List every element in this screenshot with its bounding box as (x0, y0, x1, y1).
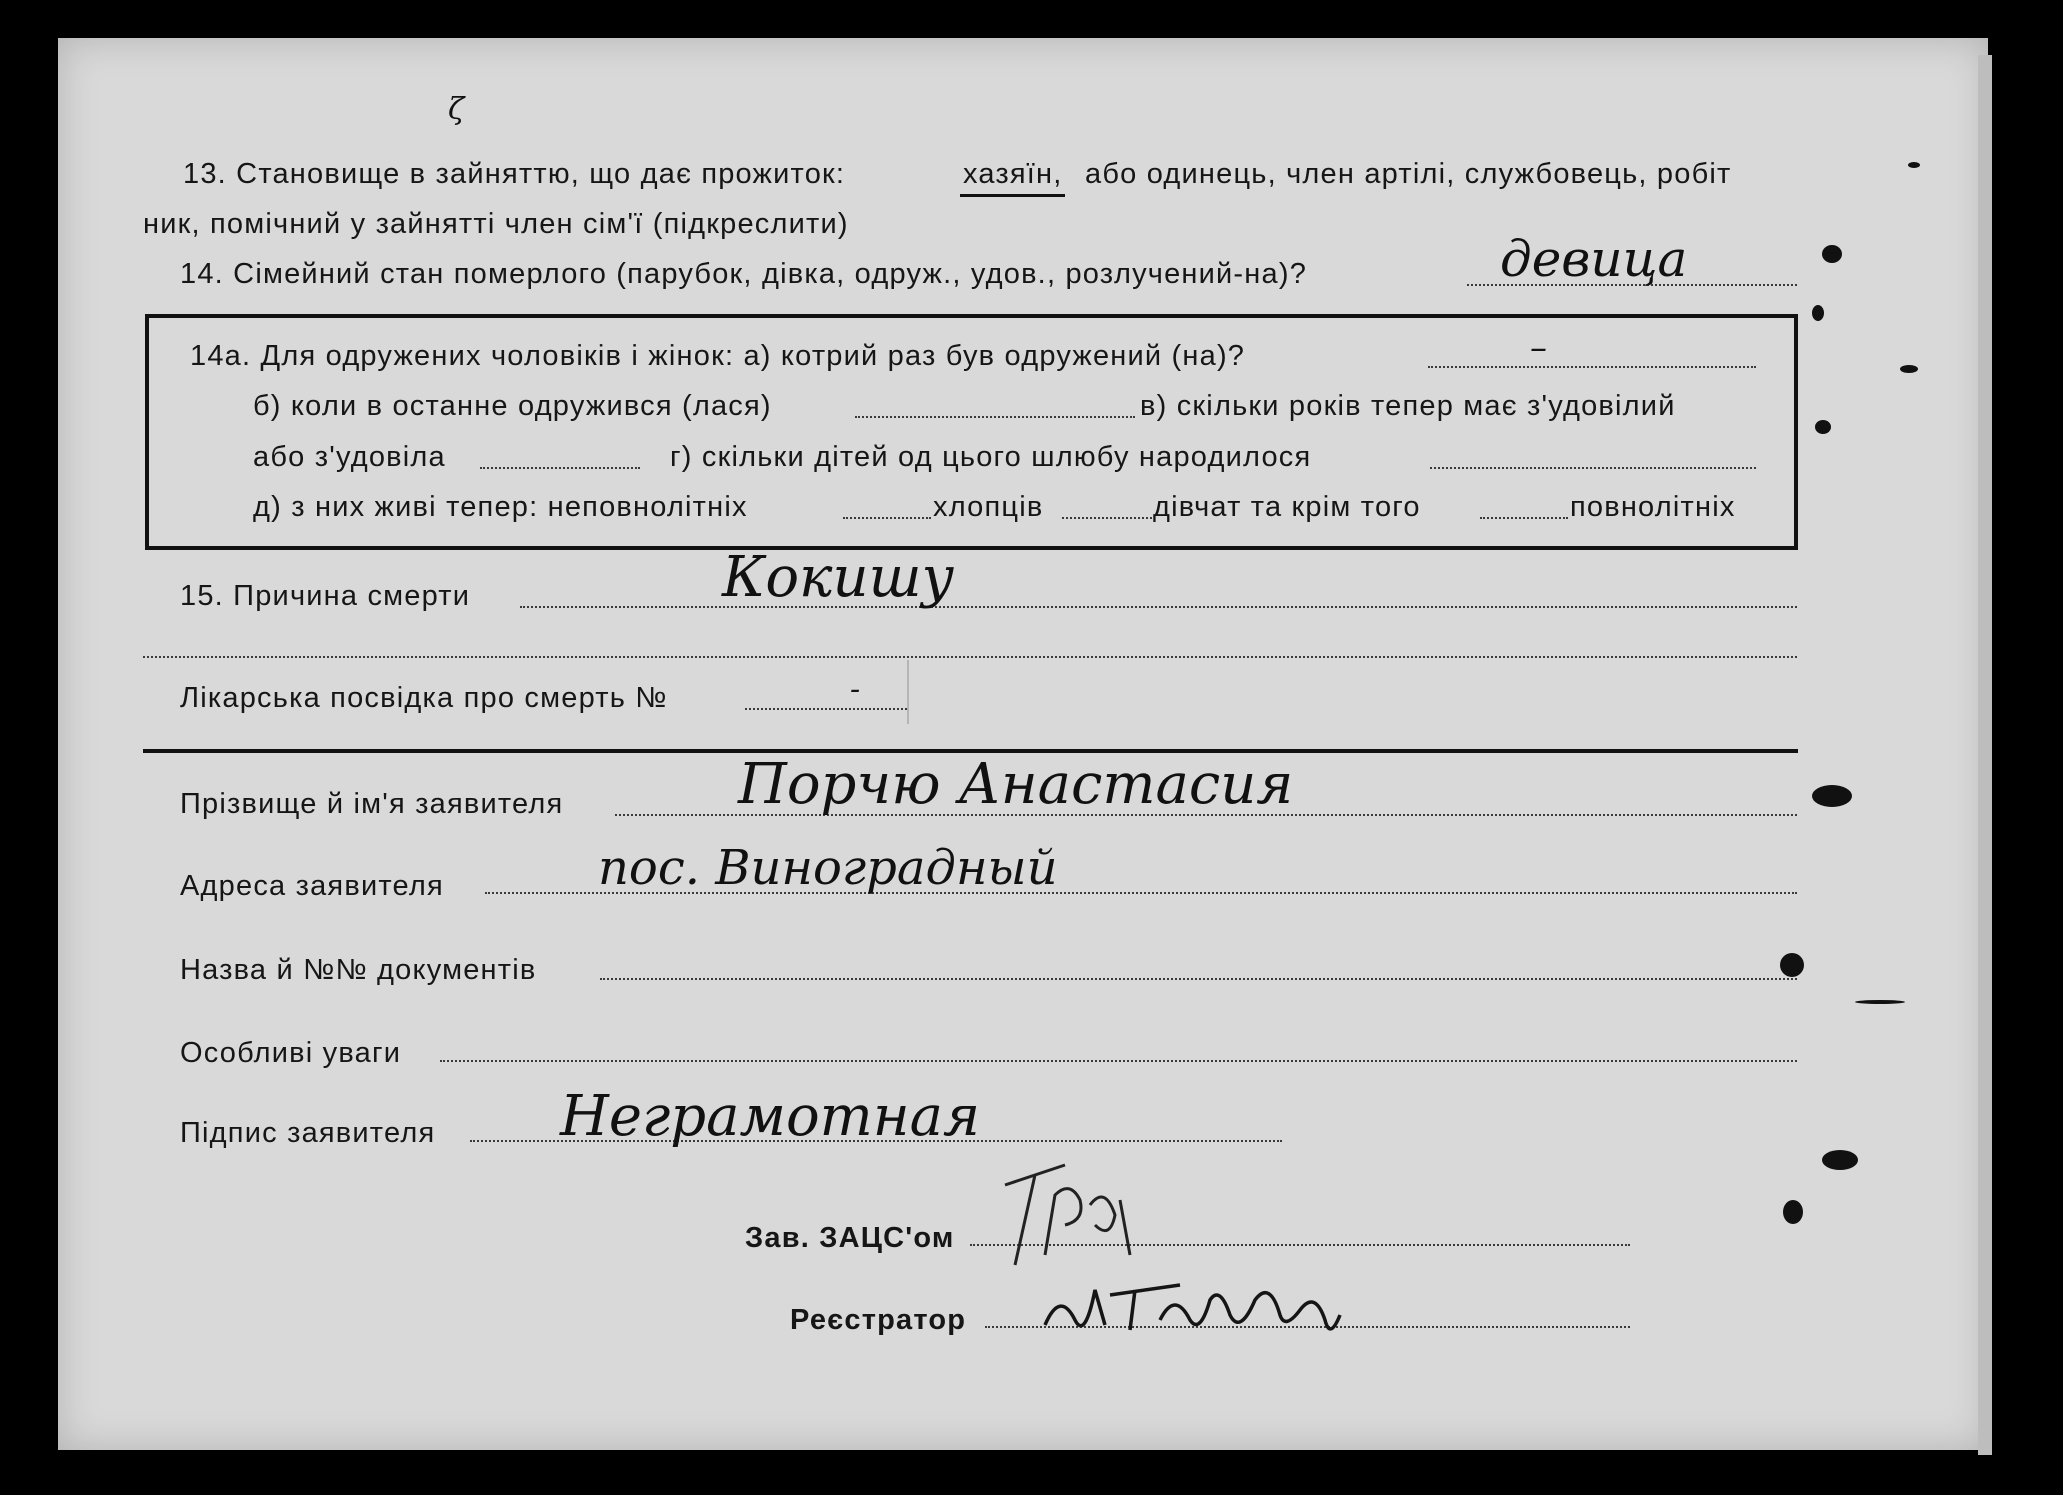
stray-mark: ζ (448, 92, 465, 127)
q14a-line3-a: або з'удовіла (253, 441, 446, 473)
head-zags-label: Зав. ЗАЦС'ом (745, 1222, 955, 1254)
q13-underlined-option: хазяїн, (963, 158, 1063, 190)
applicant-name-answer: Порчю Анастасия (738, 752, 1294, 817)
q13-underline (960, 194, 1065, 197)
special-notes-label: Особливі уваги (180, 1037, 402, 1069)
q14a-line4-dots-a (843, 517, 931, 519)
documents-line (600, 978, 1797, 980)
medical-certificate-faint-divider (907, 660, 909, 724)
medical-certificate-answer: - (850, 672, 861, 707)
q14a-line1: 14а. Для одружених чоловіків і жінок: а) котрий раз був одружений (на)? (190, 340, 1246, 372)
q13-line1-rest: або одинець, член артілі, службовець, робіт (1085, 158, 1732, 190)
applicant-signature-answer: Неграмотная (560, 1084, 981, 1149)
q14a-line3-b: г) скільки дітей од цього шлюбу народилося (670, 441, 1312, 473)
binder-hole (1815, 420, 1831, 434)
q14a-line4-b: хлопців (933, 491, 1044, 523)
q14a-line3-dots-a (480, 467, 640, 469)
q14-handwritten-answer: девица (1500, 230, 1688, 288)
q13-line2: ник, помічний у зайнятті член сім'ї (підкреслити) (143, 208, 849, 240)
binder-hole (1780, 953, 1804, 977)
q14a-line1-dots (1428, 366, 1756, 368)
q14-label: 14. Сімейний стан померлого (парубок, дівка, одруж., удов., розлучений-на)? (180, 258, 1308, 290)
binder-hole (1812, 305, 1824, 321)
applicant-name-label: Прізвище й ім'я заявителя (180, 788, 564, 820)
head-zags-signature (995, 1145, 1145, 1275)
binder-hole (1822, 1150, 1858, 1170)
q15-answer-line (520, 606, 1797, 608)
binder-hole (1822, 245, 1842, 263)
applicant-signature-label: Підпис заявителя (180, 1117, 436, 1149)
q14a-line2-a: б) коли в останне одружився (лася) (253, 390, 772, 422)
q14a-line2-b: в) скільки років тепер має з'удовілий (1140, 390, 1676, 422)
q14a-line4-a: д) з них живі тепер: неповнолітніх (253, 491, 748, 523)
q14a-line4-c: дівчат та крім того (1153, 491, 1421, 523)
binder-hole (1812, 785, 1852, 807)
binder-hole (1783, 1200, 1803, 1224)
applicant-address-answer: пос. Виноградный (598, 840, 1058, 896)
applicant-address-label: Адреса заявителя (180, 870, 444, 902)
registrar-signature (1040, 1270, 1360, 1345)
medical-certificate-label: Лікарська посвідка про смерть № (180, 682, 668, 714)
q14a-line4-dots-b (1062, 517, 1152, 519)
q14a-line1-answer: – (1530, 328, 1547, 368)
q15-handwritten-answer: Кокишу (722, 545, 955, 610)
registrar-label: Реєстратор (790, 1304, 967, 1336)
documents-label: Назва й №№ документів (180, 954, 537, 986)
q14a-line4-dots-c (1480, 517, 1568, 519)
q15-second-line (143, 656, 1797, 658)
binder-hole (1900, 365, 1918, 373)
q14a-line4-d: повнолітніх (1570, 491, 1736, 523)
sheet-edge (1978, 55, 1992, 1455)
binder-hole (1855, 1000, 1905, 1004)
q15-label: 15. Причина смерти (180, 580, 471, 612)
special-notes-line (440, 1060, 1797, 1062)
q13-line1-prefix: 13. Становище в зайняттю, що дає прожиток: (183, 158, 846, 190)
binder-hole (1908, 162, 1920, 168)
q14a-line2-dots (855, 416, 1135, 418)
q14a-line3-dots-b (1430, 467, 1756, 469)
medical-certificate-line (745, 708, 907, 710)
